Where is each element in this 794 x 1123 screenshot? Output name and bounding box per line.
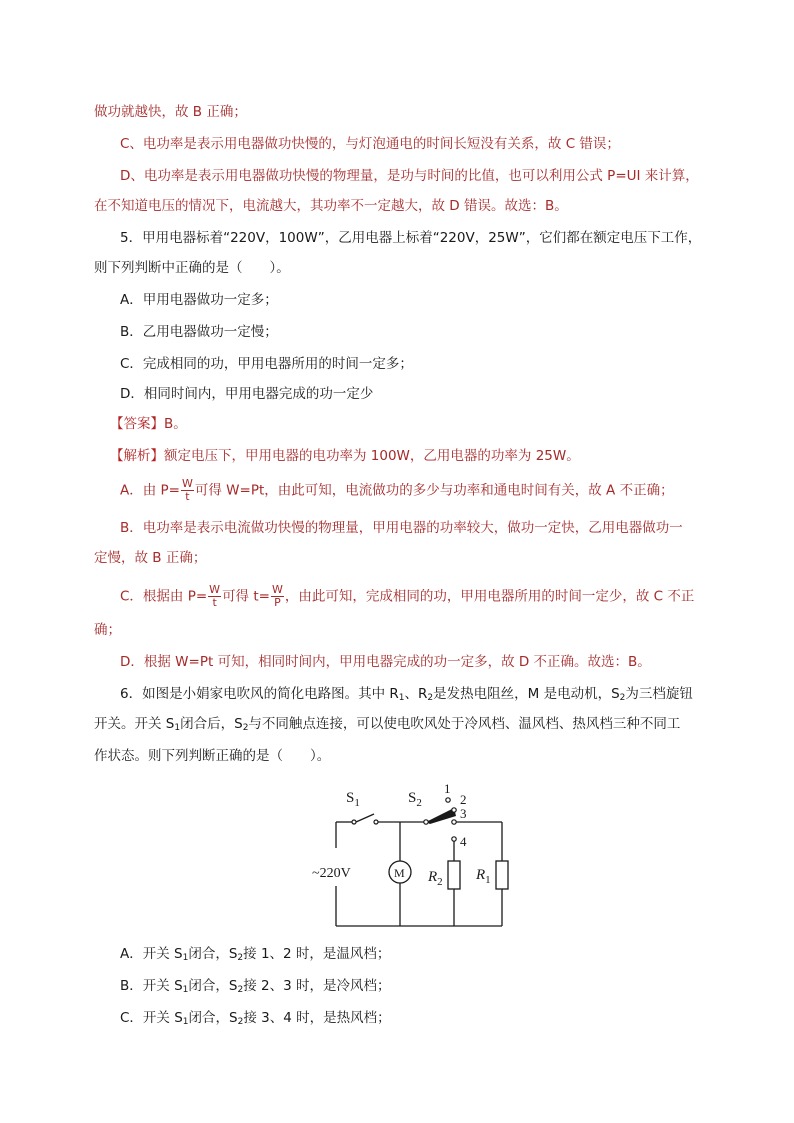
text-span: 与不同触点连接，可以使电吹风处于冷风档、温风档、热风档三种不同工 bbox=[248, 716, 681, 732]
answer-tag: 【答案】 bbox=[110, 416, 164, 432]
answer-line bbox=[110, 414, 187, 434]
option-a: A．甲用电器做功一定多； bbox=[120, 292, 278, 308]
question-6-line-2: 开关。开关 $S_1$闭合后，$S_2$与不同触点连接，可以使电吹风处于冷风档、温风档、热风档三种不同工 bbox=[94, 716, 681, 733]
analysis-d: D．根据 W=Pt 可知，相同时间内，甲用电器完成的功一定多，故 D 不正确。故选：B。 bbox=[120, 654, 651, 670]
contact-4 bbox=[452, 837, 456, 841]
text-span: C．根据由 P= bbox=[120, 588, 208, 605]
text-line: 在不知道电压的情况下，电流越大，其功率不一定越大，故 D 错误。故选：B。 bbox=[94, 198, 568, 214]
analysis-a bbox=[120, 478, 674, 503]
text-line: D、电功率是表示用电器做功快慢的物理量，是功与时间的比值，也可以利用公式 P=UI 来计算， bbox=[120, 168, 699, 184]
contact-2 bbox=[452, 808, 456, 812]
subscript: 1 bbox=[398, 693, 405, 703]
text-span: B．开关 bbox=[120, 978, 175, 994]
subscript: 1 bbox=[182, 953, 189, 963]
q6-option-b: B．开关 $S_1$闭合，$S_2$接 2、3 时，是冷风档； bbox=[120, 978, 391, 995]
text-span: ，由此可知，完成相同的功，甲用电器所用的时间一定少，故 C 不正 bbox=[284, 588, 695, 605]
q6-option-c: C．开关 $S_1$闭合，$S_2$接 3、4 时，是热风档； bbox=[120, 1010, 391, 1027]
q6-option-a: A．开关 $S_1$闭合，$S_2$接 1、2 时，是温风档； bbox=[120, 946, 391, 963]
text-span: A．开关 bbox=[120, 946, 175, 962]
fraction-numerator: W bbox=[271, 583, 283, 596]
text-span: C．开关 bbox=[120, 1010, 175, 1026]
circuit-diagram bbox=[300, 778, 530, 938]
analysis-b-1: B．电功率是表示电流做功快慢的物理量，甲用电器的功率较大，做功一定快，乙用电器做功一 bbox=[120, 520, 683, 536]
text-line: 做功就越快，故 B 正确； bbox=[94, 104, 247, 120]
text-span: 闭合， bbox=[188, 946, 229, 962]
fraction-numerator: W bbox=[181, 477, 193, 490]
analysis-c-2: 确； bbox=[94, 622, 121, 638]
text-line: C、电功率是表示用电器做功快慢的，与灯泡通电的时间长短没有关系，故 C 错误； bbox=[120, 136, 620, 152]
switch-s1-contact bbox=[352, 820, 356, 824]
question-5-line-2: 则下列判断中正确的是（ ）。 bbox=[94, 260, 290, 276]
fraction-denominator: P bbox=[274, 596, 281, 609]
analysis-text: 额定电压下，甲用电器的电功率为 100W，乙用电器的功率为 25W。 bbox=[164, 448, 580, 464]
subscript: 1 bbox=[182, 1017, 189, 1027]
text-span: 可得 t= bbox=[222, 588, 270, 605]
label-r2: $R_2$ bbox=[428, 869, 443, 888]
subscript: 2 bbox=[242, 723, 249, 733]
subscript: 1 bbox=[174, 723, 181, 733]
label-s1: $S_1$ bbox=[346, 790, 360, 809]
fraction-numerator: W bbox=[209, 583, 221, 596]
text-span: 闭合后， bbox=[180, 716, 235, 732]
analysis-c-1 bbox=[120, 584, 694, 609]
subscript: 2 bbox=[619, 693, 626, 703]
fraction-denominator: t bbox=[185, 490, 190, 503]
text-span: A．由 P= bbox=[120, 482, 180, 499]
fraction-w-over-p bbox=[271, 584, 284, 609]
text-span: 闭合， bbox=[188, 978, 229, 994]
subscript: 1 bbox=[182, 985, 189, 995]
fraction-w-over-t bbox=[181, 478, 194, 503]
label-r1: $R_1$ bbox=[476, 867, 491, 886]
text-span: 开关。开关 bbox=[94, 716, 166, 732]
contact-1 bbox=[446, 798, 450, 802]
label-contact-3: 3 bbox=[460, 806, 467, 821]
text-span: 是发热电阻丝，M 是电动机， bbox=[433, 686, 612, 702]
resistor-r1 bbox=[496, 861, 508, 889]
label-s2: $S_2$ bbox=[408, 790, 422, 809]
text-span: 6．如图是小娟家电吹风的简化电路图。其中 bbox=[120, 686, 390, 702]
answer-text: B。 bbox=[164, 416, 187, 432]
analysis-line bbox=[110, 446, 580, 466]
switch-s1-blade bbox=[356, 814, 374, 822]
label-contact-2: 2 bbox=[460, 792, 467, 807]
label-contact-1: 1 bbox=[444, 781, 451, 796]
contact-3 bbox=[452, 820, 456, 824]
resistor-r2 bbox=[448, 861, 460, 889]
option-c: C．完成相同的功，甲用电器所用的时间一定多； bbox=[120, 356, 413, 372]
fraction-denominator: t bbox=[212, 596, 217, 609]
question-5-line-1: 5．甲用电器标着“220V，100W”，乙用电器上标着“220V，25W”，它们都在额定电压下工作， bbox=[120, 230, 702, 246]
question-6-line-3: 作状态。则下列判断正确的是（ ）。 bbox=[94, 748, 331, 764]
switch-s1-contact bbox=[374, 820, 378, 824]
text-span: 、 bbox=[404, 686, 419, 702]
text-span: 可得 W=Pt，由此可知，电流做功的多少与功率和通电时间有关，故 A 不正确； bbox=[194, 482, 674, 499]
option-d: D．相同时间内，甲用电器完成的功一定少 bbox=[120, 386, 374, 402]
option-b: B．乙用电器做功一定慢； bbox=[120, 324, 278, 340]
analysis-tag: 【解析】 bbox=[110, 448, 164, 464]
analysis-b-2: 定慢，故 B 正确； bbox=[94, 550, 207, 566]
text-span: 接 2、3 时，是冷风档； bbox=[243, 978, 391, 994]
subscript: 2 bbox=[237, 953, 244, 963]
text-span: 闭合， bbox=[188, 1010, 230, 1026]
text-span: 为三档旋钮 bbox=[625, 686, 693, 702]
question-6-line-1: 6．如图是小娟家电吹风的简化电路图。其中 $R_1$、$R_2$是发热电阻丝，M 是电动机，$S_2$为三档旋钮 bbox=[120, 686, 693, 703]
label-contact-4: 4 bbox=[460, 834, 467, 849]
text-span: 接 3、4 时，是热风档； bbox=[243, 1010, 391, 1026]
subscript: 2 bbox=[237, 1017, 244, 1027]
text-span: 接 1、2 时，是温风档； bbox=[243, 946, 391, 962]
subscript: 2 bbox=[427, 693, 434, 703]
label-motor: M bbox=[394, 866, 405, 880]
fraction-w-over-t bbox=[208, 584, 221, 609]
switch-s2-pivot bbox=[424, 820, 428, 824]
label-voltage: ~220V bbox=[312, 866, 351, 881]
subscript: 2 bbox=[237, 985, 244, 995]
